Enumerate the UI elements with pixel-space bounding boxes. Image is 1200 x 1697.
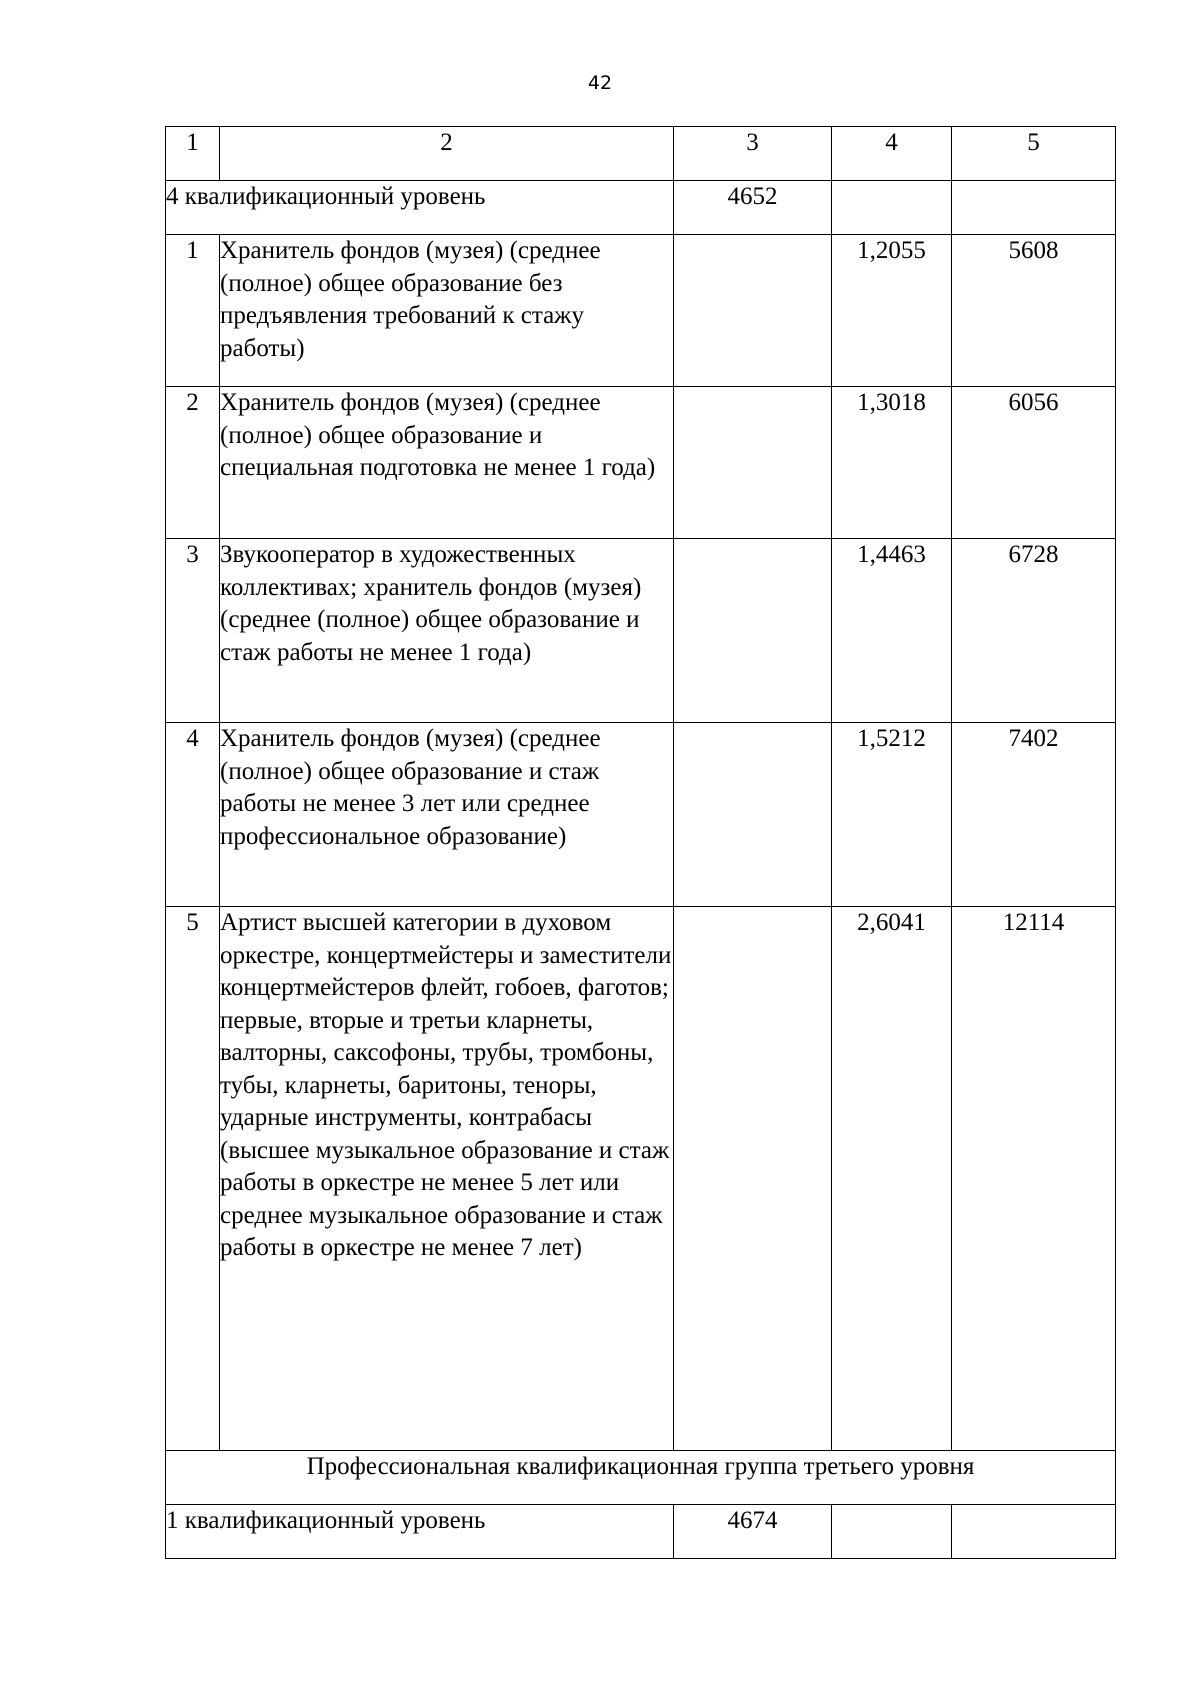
amount: 7402: [952, 723, 1116, 907]
row-col3: [674, 907, 832, 1451]
header-col-5: 5: [952, 127, 1116, 181]
empty-cell: [952, 181, 1116, 235]
row-number: 3: [166, 539, 220, 723]
row-number: 5: [166, 907, 220, 1451]
qualification-level-row: [166, 1505, 1116, 1559]
row-col3: [674, 723, 832, 907]
header-col-2: 2: [220, 127, 674, 181]
header-col-3: 3: [674, 127, 832, 181]
row-number: 1: [166, 235, 220, 387]
position-description: Артист высшей категории в духовом оркестре, концертмейстеры и заместители концертмейстеров флейт, гобоев, фаготов; первые, вторые и третьи кларнеты, валторны, саксофоны, трубы, тромбоны, тубы, кларнеты, баритоны, теноры, ударные инструменты, контрабасы (высшее музыкальное образование и стаж работы в оркестре не менее 5 лет или среднее музыкальное образование и стаж работы в оркестре не менее 7 лет): [220, 907, 674, 1451]
salary-table: [165, 126, 1116, 1559]
position-description: Звукооператор в художественных коллективах; хранитель фондов (музея) (среднее (полное) общее образование и стаж работы не менее 1 года): [220, 539, 674, 723]
coefficient: 1,2055: [832, 235, 952, 387]
amount: 6728: [952, 539, 1116, 723]
coefficient: 2,6041: [832, 907, 952, 1451]
empty-cell: [952, 1505, 1116, 1559]
table-row: [166, 723, 1116, 907]
table-header-row: [166, 127, 1116, 181]
table-row: [166, 539, 1116, 723]
row-col3: [674, 387, 832, 539]
amount: 12114: [952, 907, 1116, 1451]
amount: 6056: [952, 387, 1116, 539]
group-title-row: [166, 1451, 1116, 1505]
table-row: [166, 387, 1116, 539]
row-col3: [674, 235, 832, 387]
row-number: 2: [166, 387, 220, 539]
empty-cell: [832, 1505, 952, 1559]
header-col-1: 1: [166, 127, 220, 181]
qualification-level-label: 1 квалификационный уровень: [166, 1505, 674, 1559]
coefficient: 1,3018: [832, 387, 952, 539]
table-row: [166, 235, 1116, 387]
qualification-level-salary: 4652: [674, 181, 832, 235]
row-number: 4: [166, 723, 220, 907]
qualification-level-label: 4 квалификационный уровень: [166, 181, 674, 235]
header-col-4: 4: [832, 127, 952, 181]
coefficient: 1,4463: [832, 539, 952, 723]
qualification-level-salary: 4674: [674, 1505, 832, 1559]
coefficient: 1,5212: [832, 723, 952, 907]
qualification-level-row: [166, 181, 1116, 235]
group-title: Профессиональная квалификационная группа третьего уровня: [166, 1451, 1116, 1505]
table-row: [166, 907, 1116, 1451]
row-col3: [674, 539, 832, 723]
position-description: Хранитель фондов (музея) (среднее (полное) общее образование и специальная подготовка не менее 1 года): [220, 387, 674, 539]
page-number: 42: [587, 72, 613, 94]
position-description: Хранитель фондов (музея) (среднее (полное) общее образование и стаж работы не менее 3 лет или среднее профессиональное образование): [220, 723, 674, 907]
empty-cell: [832, 181, 952, 235]
amount: 5608: [952, 235, 1116, 387]
position-description: Хранитель фондов (музея) (среднее (полное) общее образование без предъявления требований к стажу работы): [220, 235, 674, 387]
